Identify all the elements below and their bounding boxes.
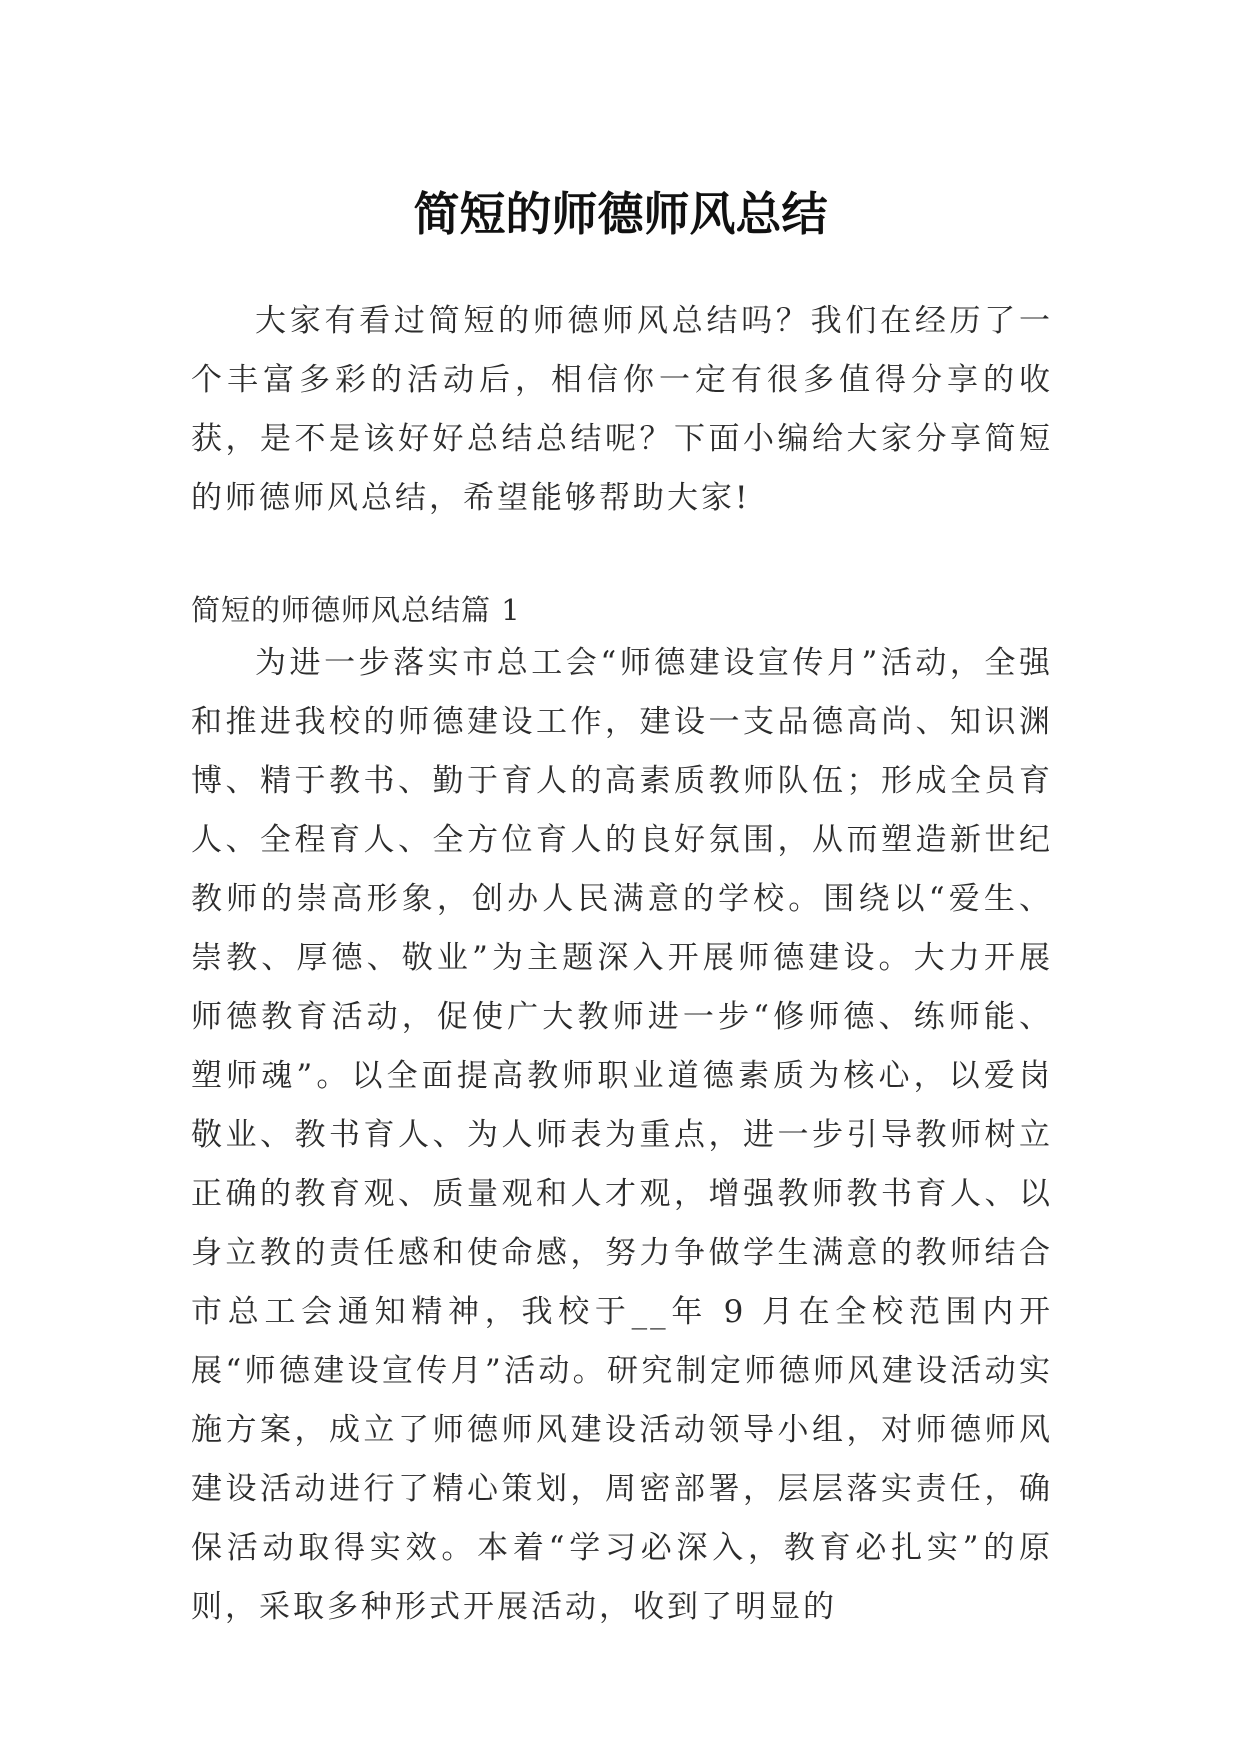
section-body: [191, 634, 1053, 1637]
section-heading: 简短的师德师风总结篇 1: [191, 593, 521, 627]
section-paragraph: 为进一步落实市总工会“师德建设宣传月”活动，全强和推进我校的师德建设工作，建设一支品德高尚、知识渊博、精于教书、勤于育人的高素质教师队伍；形成全员育人、全程育人、全方位育人的良好氛围，从而塑造新世纪教师的崇高形象，创办人民满意的学校。围绕以“爱生、崇教、厚德、敬业”为主题深入开展师德建设。大力开展师德教育活动，促使广大教师进一步“修师德、练师能、塑师魂”。以全面提高教师职业道德素质为核心，以爱岗敬业、教书育人、为人师表为重点，进一步引导教师树立正确的教育观、质量观和人才观，增强教师教书育人、以身立教的责任感和使命感，努力争做学生满意的教师结合市总工会通知精神，我校于__年 9 月在全校范围内开展“师德建设宣传月”活动。研究制定师德师风建设活动实施方案，成立了师德师风建设活动领导小组，对师德师风建设活动进行了精心策划，周密部署，层层落实责任，确保活动取得实效。本着“学习必深入，教育必扎实”的原则，采取多种形式开展活动，收到了明显的: [191, 645, 1053, 1625]
intro-section: [191, 292, 1053, 528]
intro-paragraph: 大家有看过简短的师德师风总结吗？我们在经历了一个丰富多彩的活动后，相信你一定有很多值得分享的收获，是不是该好好总结总结呢？下面小编给大家分享简短的师德师风总结，希望能够帮助大家!: [191, 303, 1053, 516]
document-title: 简短的师德师风总结: [413, 186, 828, 241]
